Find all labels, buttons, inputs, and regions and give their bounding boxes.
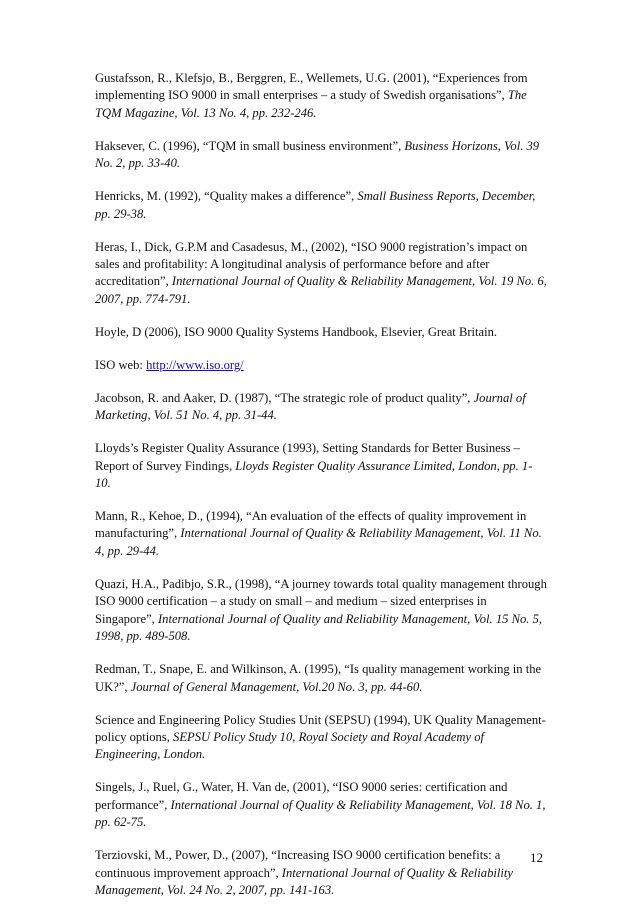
reference-entry: [95, 390, 547, 425]
reference-entry: [95, 357, 547, 374]
reference-entry: [95, 440, 547, 492]
reference-text: Henricks, M. (1992), “Quality makes a difference”,: [95, 189, 358, 204]
reference-source: The TQM Magazine, Vol. 13 No. 4, pp. 232-246.: [95, 88, 527, 120]
reference-entry: [95, 576, 547, 646]
reference-text: Redman, T., Snape, E. and Wilkinson, A. (1995), “Is quality management working in the UK?”,: [95, 662, 542, 694]
reference-entry: [95, 847, 547, 899]
reference-source: SEPSU Policy Study 10, Royal Society and Royal Academy of Engineering, London.: [95, 729, 485, 762]
reference-text: ISO web:: [95, 357, 147, 372]
reference-source: International Journal of Quality & Reliability Management, Vol. 11 No. 4, pp. 29-44.: [95, 526, 542, 558]
reference-source: Business Horizons, Vol. 39 No. 2, pp. 33-40.: [95, 138, 540, 171]
reference-entry: [95, 239, 547, 309]
reference-list: [95, 70, 547, 915]
reference-source: International Journal of Quality & Reliability Management, Vol. 19 No. 6, 2007, pp. 774-791.: [95, 274, 547, 306]
reference-text: Mann, R., Kehoe, D., (1994), “An evaluation of the effects of quality improvement in manufacturing”,: [95, 509, 527, 541]
reference-source: Lloyds Register Quality Assurance Limited, London, pp. 1-10.: [95, 458, 533, 491]
reference-entry: [95, 188, 547, 223]
reference-entry: [95, 138, 547, 173]
page-number: 12: [530, 850, 543, 865]
reference-text: Terziovski, M., Power, D., (2007), “Increasing ISO 9000 certification benefits: a continuous improvement approach”,: [95, 848, 501, 880]
reference-text: Jacobson, R. and Aaker, D. (1987), “The strategic role of product quality”,: [95, 390, 474, 405]
reference-source: International Journal of Quality & Reliability Management, Vol. 24 No. 2, 2007, pp. 141-163.: [95, 865, 513, 897]
reference-text: Science and Engineering Policy Studies Unit (SEPSU) (1994), UK Quality Management-policy options,: [95, 712, 546, 744]
reference-entry: [95, 712, 547, 764]
reference-source: Small Business Reports, December, pp. 29-38.: [95, 189, 536, 221]
reference-entry: [95, 661, 547, 696]
reference-entry: [95, 324, 547, 341]
reference-source: International Journal of Quality and Reliability Management, Vol. 15 No. 5, 1998, pp. 489-508.: [95, 611, 543, 644]
reference-entry: [95, 70, 547, 122]
reference-text: Haksever, C. (1996), “TQM in small business environment”,: [95, 138, 405, 153]
reference-text: Singels, J., Ruel, G., Water, H. Van de, (2001), “ISO 9000 series: certification and performance”,: [95, 780, 508, 812]
reference-text: Gustafsson, R., Klefsjo, B., Berggren, E., Wellemets, U.G. (2001), “Experiences from implementing ISO 9000 in small enterprises – a study of Swedish organisations”,: [95, 71, 528, 103]
reference-text: Heras, I., Dick, G.P.M and Casadesus, M., (2002), “ISO 9000 registration’s impact on sales and profitability: A longitudinal analysis of performance before and after accreditation”,: [95, 239, 528, 289]
reference-source: Journal of General Management, Vol.20 No. 3, pp. 44-60.: [130, 679, 423, 694]
reference-text: Quazi, H.A., Padibjo, S.R., (1998), “A journey towards total quality management through ISO 9000 certification – a study on small – and medium – sized enterprises in Singapore”,: [95, 576, 547, 626]
reference-source: International Journal of Quality & Reliability Management, Vol. 18 No. 1, pp. 62-75.: [95, 797, 546, 830]
iso-web-link[interactable]: http://www.iso.org/: [146, 357, 244, 372]
reference-entry: [95, 779, 547, 831]
reference-entry: [95, 508, 547, 560]
reference-text: Hoyle, D (2006), ISO 9000 Quality Systems Handbook, Elsevier, Great Britain.: [95, 324, 498, 339]
reference-source: Journal of Marketing, Vol. 51 No. 4, pp. 31-44.: [95, 390, 526, 423]
reference-text: Lloyds’s Register Quality Assurance (1993), Setting Standards for Better Business – Report of Survey Findings,: [95, 441, 520, 473]
